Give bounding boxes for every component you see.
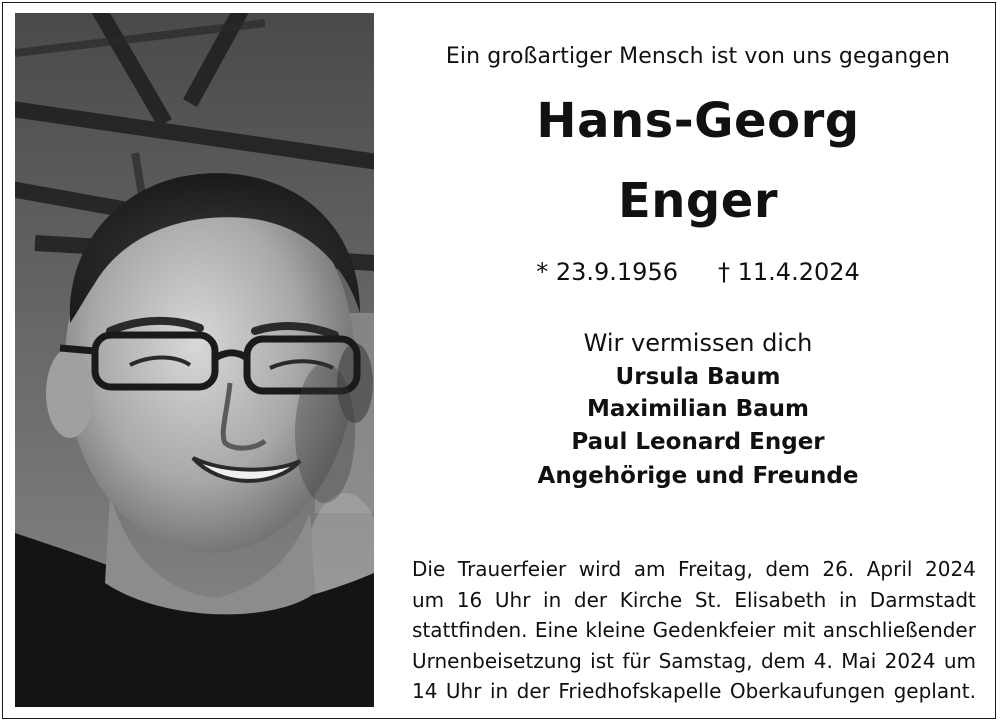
notice-line bbox=[412, 646, 976, 677]
mourner-name: Ursula Baum bbox=[615, 364, 781, 390]
notice-word: 2024 bbox=[884, 648, 936, 673]
notice-word: 16 bbox=[456, 587, 483, 612]
birth-date: * 23.9.1956 bbox=[536, 258, 678, 286]
notice-word: 4. bbox=[813, 648, 833, 673]
notice-word: für bbox=[622, 648, 651, 673]
notice-word: kleine bbox=[585, 618, 646, 642]
notice-word: stattfinden. bbox=[412, 618, 528, 642]
notice-word: in bbox=[838, 587, 858, 612]
notice-word: mit bbox=[782, 618, 816, 642]
notice-word: Darmstadt bbox=[869, 587, 976, 612]
notice-word: dem bbox=[760, 648, 806, 673]
notice-word: Eine bbox=[534, 618, 579, 642]
notice-word: geplant. bbox=[893, 679, 976, 703]
notice-word: in bbox=[543, 587, 562, 612]
funeral-notice bbox=[412, 554, 976, 707]
notice-line bbox=[412, 585, 976, 616]
mourner-name: Angehörige und Freunde bbox=[537, 463, 859, 489]
notice-word: Urnenbeisetzung bbox=[412, 648, 582, 673]
notice-word: dem bbox=[765, 557, 810, 581]
notice-word: 26. bbox=[822, 557, 855, 581]
notice-word: Elisabeth bbox=[734, 587, 827, 612]
portrait-illustration bbox=[15, 13, 374, 707]
notice-word: wird bbox=[578, 557, 622, 581]
notice-word: Die bbox=[412, 557, 446, 581]
portrait-photo bbox=[15, 13, 374, 707]
notice-line bbox=[412, 554, 976, 585]
notice-word: der bbox=[516, 679, 550, 703]
notice-word: Kirche bbox=[619, 587, 683, 612]
miss-line: Wir vermissen dich bbox=[583, 329, 813, 357]
notice-word: um bbox=[943, 648, 976, 673]
notice-word: Uhr bbox=[494, 587, 531, 612]
notice-word: Uhr bbox=[445, 679, 482, 703]
notice-word: Freitag, bbox=[678, 557, 753, 581]
notice-word: am bbox=[633, 557, 666, 581]
notice-word: Oberkaufungen bbox=[729, 679, 886, 703]
notice-line bbox=[412, 676, 976, 707]
notice-word: Trauerfeier bbox=[457, 557, 567, 581]
notice-word: anschließender bbox=[822, 618, 976, 642]
notice-word: Friedhofskapelle bbox=[558, 679, 722, 703]
mourner-name: Paul Leonard Enger bbox=[571, 429, 825, 455]
notice-word: Gedenkfeier bbox=[652, 618, 776, 642]
tagline: Ein großartiger Mensch ist von uns gegangen bbox=[445, 44, 951, 69]
notice-word: April bbox=[866, 557, 913, 581]
notice-word: in bbox=[489, 679, 509, 703]
deceased-first-name: Hans-Georg bbox=[536, 93, 860, 149]
notice-word: Mai bbox=[841, 648, 877, 673]
notice-line bbox=[412, 615, 976, 646]
mourner-name: Maximilian Baum bbox=[586, 396, 810, 422]
deceased-last-name: Enger bbox=[617, 173, 779, 229]
notice-word: um bbox=[412, 587, 445, 612]
notice-word: 2024 bbox=[925, 557, 976, 581]
notice-word: der bbox=[573, 587, 608, 612]
notice-word: ist bbox=[590, 648, 614, 673]
notice-word: 14 bbox=[412, 679, 438, 703]
notice-word: Samstag, bbox=[658, 648, 753, 673]
life-dates bbox=[400, 256, 996, 288]
notice-word: St. bbox=[694, 587, 722, 612]
death-date: † 11.4.2024 bbox=[718, 258, 860, 286]
